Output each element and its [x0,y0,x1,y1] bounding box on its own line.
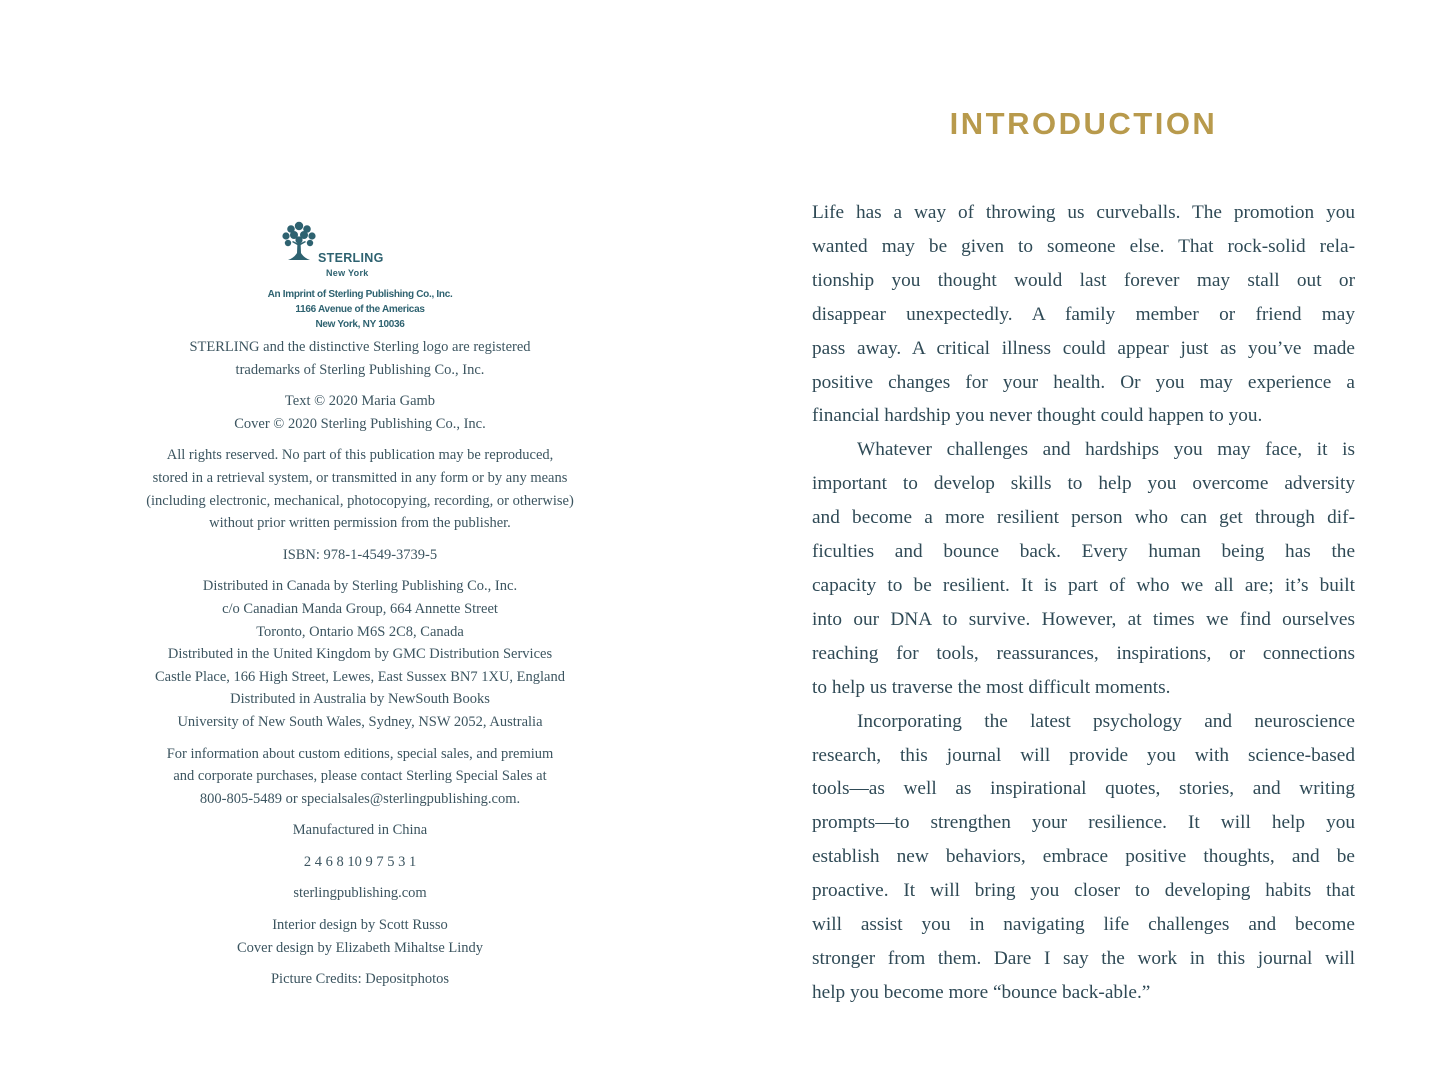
text-line: Whatever challenges and hardships you may face, it is [857,439,1355,461]
text-line: reaching for tools, reassurances, inspirations, or connections [812,642,1355,664]
text-line: establish new behaviors, embrace positive thoughts, and be [812,846,1355,868]
copyright-line: stored in a retrieval system, or transmitted in any form or by any means [152,469,568,486]
design-credits [70,914,650,959]
text-line: Life has a way of throwing us curveballs. The promotion you [812,202,1355,223]
logo-city: New York [326,268,369,278]
text-line: tionship you thought would last forever may stall out or [812,269,1355,291]
copyright-line: (including electronic, mechanical, photocopying, recording, or otherwise) [146,492,574,509]
copyright-line: sterlingpublishing.com [293,885,427,902]
text-line: and become a more resilient person who can get through dif- [812,507,1355,529]
copyright-line: Distributed in the United Kingdom by GMC Distribution Services [167,646,553,663]
text-line: into our DNA to survive. However, at times we find ourselves [812,608,1355,630]
text-line: capacity to be resilient. It is part of who we all are; it’s built [812,574,1355,596]
copyright-line: 800-805-5489 or specialsales@sterlingpublishing.com. [199,790,521,807]
publisher-logo [260,215,460,281]
copyright-line: c/o Canadian Manda Group, 664 Annette Street [222,600,498,617]
paragraph [812,705,1355,1010]
picture-credits [70,968,650,991]
copyright-line: Distributed in Australia by NewSouth Books [230,691,490,708]
copyright-line: Cover © 2020 Sterling Publishing Co., Inc. [234,415,486,432]
copyright-line: Picture Credits: Depositphotos [270,971,449,988]
copyright-line: and corporate purchases, please contact Sterling Special Sales at [173,768,547,785]
text-line: to help us traverse the most difficult moments. [812,676,1171,698]
text-line: pass away. A critical illness could appear just as you’ve made [812,337,1355,359]
special-sales-notice [70,743,650,811]
manufactured-notice [70,819,650,842]
copyright-line: 2 4 6 8 10 9 7 5 3 1 [303,853,417,870]
text-line: tools—as well as inspirational quotes, stories, and writing [812,778,1355,800]
publisher-website [70,882,650,905]
copyright-line: Cover design by Elizabeth Mihaltse Lindy [236,939,484,956]
copyright-notice [70,390,650,435]
text-line: research, this journal will provide you with science-based [812,744,1355,766]
introduction-page [812,104,1355,1010]
text-line: wanted may be given to someone else. That rock-solid rela- [812,235,1355,257]
copyright-line: For information about custom editions, special sales, and premium [166,745,554,762]
imprint-block [70,287,650,332]
text-line: financial hardship you never thought could happen to you. [812,405,1263,427]
copyright-line: All rights reserved. No part of this publication may be reproduced, [166,447,554,464]
copyright-line: Text © 2020 Maria Gamb [284,393,436,410]
paragraph [812,196,1355,433]
text-line: help you become more “bounce back-able.” [812,981,1151,1003]
copyright-line: without prior written permission from the publisher. [209,515,511,532]
copyright-page [70,215,650,991]
imprint-line: New York, NY 10036 [315,319,405,330]
copyright-line: ISBN: 978-1-4549-3739-5 [282,546,438,563]
printing-line [70,851,650,874]
text-line: Incorporating the latest psychology and neuroscience [857,710,1355,732]
text-line: positive changes for your health. Or you may experience a [812,371,1355,393]
page-title: INTRODUCTION [949,106,1218,141]
distribution-notice [70,575,650,733]
copyright-line: Toronto, Ontario M6S 2C8, Canada [256,623,464,640]
text-line: ficulties and bounce back. Every human being has the [812,541,1355,563]
imprint-line: 1166 Avenue of the Americas [295,304,425,315]
copyright-line: STERLING and the distinctive Sterling logo are registered [189,339,531,355]
trademark-notice [70,336,650,381]
isbn [70,544,650,567]
text-line: disappear unexpectedly. A family member or friend may [812,303,1355,325]
copyright-line: Manufactured in China [292,822,428,839]
rights-notice [70,444,650,534]
text-line: important to develop skills to help you overcome adversity [812,473,1355,495]
text-line: prompts—to strengthen your resilience. It will help you [812,812,1355,834]
copyright-line: Interior design by Scott Russo [272,917,448,934]
copyright-line: Distributed in Canada by Sterling Publishing Co., Inc. [202,578,518,595]
text-line: proactive. It will bring you closer to developing habits that [812,880,1355,902]
copyright-line: Castle Place, 166 High Street, Lewes, East Sussex BN7 1XU, England [155,668,565,685]
logo-name: STERLING [318,251,384,265]
text-line: will assist you in navigating life challenges and become [812,914,1355,936]
copyright-line: trademarks of Sterling Publishing Co., Inc. [235,361,485,378]
imprint-line: An Imprint of Sterling Publishing Co., Inc. [267,289,453,300]
text-line: stronger from them. Dare I say the work in this journal will [812,947,1355,969]
tree-icon [280,219,318,267]
paragraph [812,433,1355,704]
copyright-line: University of New South Wales, Sydney, NSW 2052, Australia [177,713,543,730]
